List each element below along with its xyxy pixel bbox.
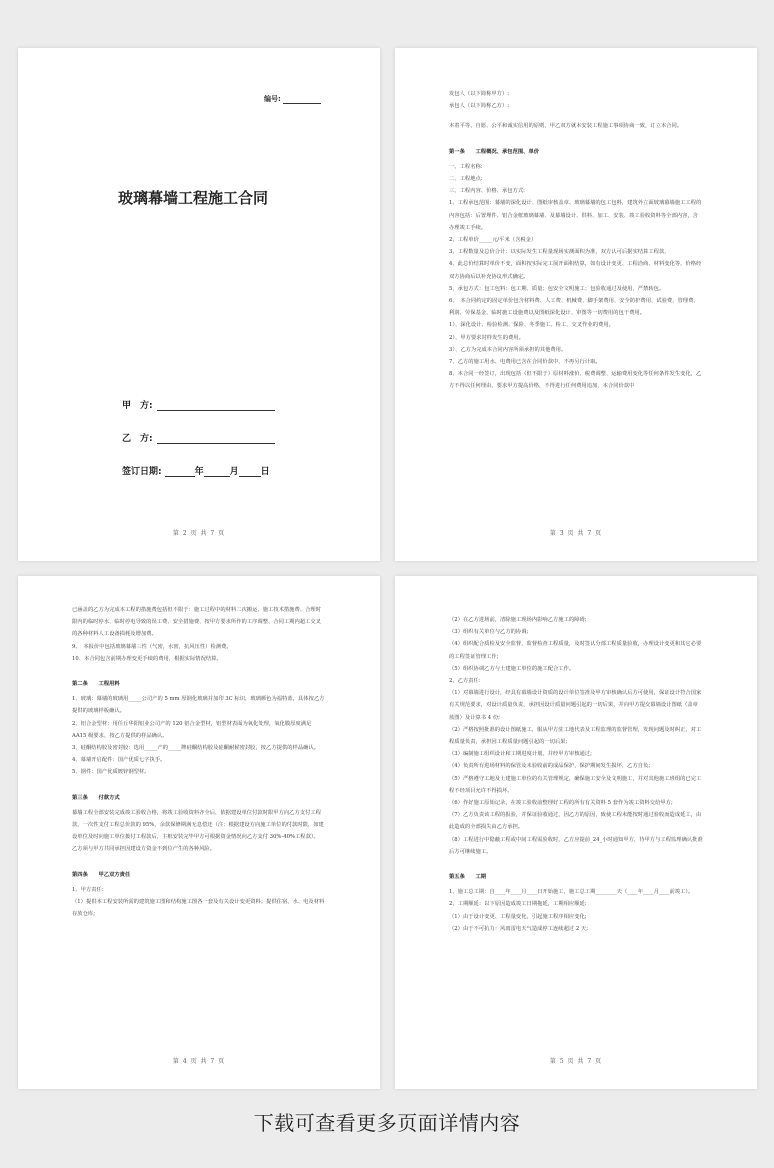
paragraph-spacer — [449, 112, 703, 120]
contract-number-label: 编号: — [264, 95, 281, 103]
party-b-label: 乙 方: — [122, 434, 153, 444]
page-number: 第 2 页 共 7 页 — [172, 530, 226, 537]
paragraph: 承包人（以下简称乙方）: — [449, 103, 510, 110]
paragraph: 5、承包方式：包工包料：包工期、质量；包安全文明施工；包验收通过及使用，严禁转包。 — [449, 285, 665, 292]
page-body — [449, 88, 703, 393]
party-b-blank — [157, 434, 275, 444]
page-body — [72, 604, 326, 920]
paragraph: 已涵盖的乙方为完成本工程的措施费包括但不限于：施工过程中的材料二次搬运、施工技术措施费、合理时限内的临时停水、临时停电导致的误工费、安全措施费、按甲方要求所作的工序调整、合同工期内超工交叉的各种材料人工设备损耗及增加费。 — [72, 607, 321, 638]
sign-date-field — [122, 464, 270, 477]
paragraph: 1、甲方责任: — [72, 886, 104, 893]
paragraph: 5、钢件：国产优质镀锌钢型材。 — [72, 769, 150, 776]
paragraph: 3、硅酮结构胶及密封胶：选用_____产的_____牌硅酮结构胶及硅酮耐候密封胶，按乙方提供的样品确认。 — [72, 745, 320, 752]
paragraph: 1、施工总工期：自____年____月____日开始施工，施工总工期________天（____年____月____前竣工）。 — [449, 889, 694, 896]
party-b-field — [122, 431, 275, 444]
paragraph: （4）组织配合质检及安全监督，监督检查工程质量，及时签认分部工程质量验收，办理设计变更和其它必要的工程签证管理工作; — [449, 641, 702, 660]
paragraph: 2）、甲方要求封样发生的费用。 — [449, 334, 524, 341]
contract-number-blank — [283, 96, 321, 104]
paragraph: 10、本合同包含前期办理变更手续的费用，根据实际情况结算。 — [72, 655, 222, 662]
paragraph: 2、工期顺延：以下原因造成竣工日期拖延，工期相应顺延: — [449, 901, 587, 908]
paragraph: （6）作好施工原始记录，在竣工验收前整理好工程的所有有关资料 5 套作为竣工资料交给甲方; — [449, 800, 673, 807]
paragraph: 1）、深化设计、检验检测、保险、冬季施工、检工、交叉作业的费用。 — [449, 322, 614, 329]
paragraph: 3）、乙方为完成本合同内容所须承担的其他费用。 — [449, 346, 567, 353]
paragraph: 三、工程内容、价格、承包方式: — [449, 188, 525, 195]
paragraph: （1）对幕墙进行设计，经具有幕墙设计资质的设计单位签准及甲方审核确认后方可使用，保证设计符合国家有关规范要求，对设计质量负责，承担因设计质量问题引起的一切后果，并向甲方提交幕墙设计图纸（盖章蓝图）及计算书 4 份; — [449, 690, 702, 721]
paragraph: （8）工程进行中隐蔽工程或中间工程需验收时，乙方应提前_24_小时通知甲方，待甲方与工程监理确认批准后方可继续施工。 — [449, 836, 703, 855]
paragraph: 本着平等、自愿、公平和诚实信用的原则，甲乙双方就本安装工程施工事项协商一致，订立本合同。 — [449, 123, 683, 130]
page-body — [449, 614, 703, 935]
paragraph: 发包人（以下简称甲方）: — [449, 91, 510, 97]
paragraph: 1、工程承包范围：幕墙的深化设计、图纸审核盖章、玻璃幕墙的包工包料，建筑外立面玻璃幕墙施工工程的内容包括：后置埋件、铝合金框玻璃幕墙、及幕墙设计、供料、加工、安装、竣工验收资料等全部内容，含办理竣工手续。 — [449, 200, 702, 231]
section-heading: 第五条 工期 — [449, 874, 487, 881]
paragraph: 1、玻璃：幕墙的玻璃用_____公司产的 5 mm 厚钢化玻璃并加印 3C 标识，玻璃颜色为福特蓝，具体按乙方提供的玻璃样板确认。 — [72, 696, 325, 715]
contract-title: 玻璃幕墙工程施工合同 — [118, 189, 269, 207]
paragraph: 8、本合同一经签订，出现包括（但不限于）原材料涨价、税费调整、运输费用变化等任何条件发生变化，乙方不得以任何理由，要求甲方提高价格，不得进行任何费用追加，本合同价款中 — [449, 371, 702, 390]
day-label: 日 — [260, 467, 270, 477]
paragraph: 7、乙方的施工用水、电费用已含在合同价款中，不再另行计取。 — [449, 359, 601, 366]
month-blank — [204, 467, 230, 477]
party-a-label: 甲 方: — [122, 401, 153, 411]
paragraph: （2）在乙方进场前，清除施工现场内影响乙方施工的障碍; — [449, 617, 587, 623]
paragraph: （5）严格遵守工地及土建施工单位的有关管理规定，确保施工安全及文明施工，并对其他施工班组的已完工程不经项目允许不得损坏。 — [449, 775, 702, 794]
paragraph: （3）编制施工组织设计和工期进度计划，并经甲方审核通过; — [449, 751, 592, 758]
contract-number-field — [264, 94, 321, 104]
paragraph: 4、幕墙开启配件：国产优质七字执手。 — [72, 757, 166, 764]
paragraph: 2、乙方责任: — [449, 678, 481, 685]
paragraph: 3、工程数量及总价合计：以实际发生工程量现场实测面积为准，双方认可后据实结算工程款， — [449, 249, 670, 256]
paragraph: 2、铝合金型材：用任丘华阳铝业公司产的 120 铝合金型材，铝型材表面为氧化处理，氧化膜厚度满足 AA15 级要求，按乙方提供的样品确认。 — [72, 720, 312, 739]
paragraph: （7）乙方负责该工程的报验，并保证验收通过，因乙方的原因，致使工程未能按时通过验收而造成延工，由此造成的全部损失由乙方承担。 — [449, 812, 702, 831]
paragraph: 幕墙工程全部安装完成竣工验收合格，将竣工验收资料齐全后，依据建设单位付款时限甲方向乙方支付工程款，一次性支付工程总价款的 95%，余款保修期满无息偿还（注：根据建设方向施工单位的付款时限，如建设单位及时向施工单位拨付工程款后，主框安装完毕甲方可根据资金情况向乙方支付 30%-40%工程款）。 — [72, 809, 324, 841]
paragraph: 4、此总价结算时单价不变，面积按实际完工展开面积结算，如有设计变更、工程洽商、材料变化等，价格经双方协商后以补充协议形式确定。 — [449, 261, 702, 280]
paragraph: 2、工程单价_____元/平米（含税金） — [449, 237, 537, 244]
download-more-caption: 下载可查看更多页面详情内容 — [253, 1111, 521, 1135]
paragraph: （4）负责所有进场材料的保管及未验收前的成品保护，保护期间发生损坏，乙方自负; — [449, 763, 651, 770]
month-label: 月 — [229, 467, 239, 477]
contract-cover-page — [18, 48, 380, 561]
year-blank — [165, 467, 195, 477]
section-heading: 第一条 工程概况、承包范围、单价 — [449, 148, 540, 155]
paragraph: （5）组织协调乙方与土建施工单位的施工配合工作。 — [449, 665, 575, 672]
paragraph: 一、工程名称: — [449, 163, 483, 170]
party-a-field — [122, 398, 275, 411]
page-number: 第 5 页 共 7 页 — [549, 1058, 603, 1065]
paragraph: （2）严格按照批准的设计图纸施工，服从甲方驻工地代表及工程监理的监督管理，发现问题及时纠正，对工程质量负责，承担因工程质量问题引起的一切后果; — [449, 726, 702, 746]
year-label: 年 — [194, 467, 204, 477]
party-a-blank — [157, 401, 275, 411]
paragraph: （2）由于不可抗力：风雨雷电天气造成停工连续超过 2 天; — [449, 925, 589, 932]
section-heading: 第四条 甲乙双方责任 — [72, 871, 131, 878]
contract-page-4 — [18, 576, 380, 1089]
paragraph: 6、 本合同约定的固定单价包含材料费、人工费、机械费、脚手架费用、安全防护费用、试验费、管理费、利润、劳保基金、临时施工设施费以及图纸深化设计、审图等一切费用的包干费用。 — [449, 298, 699, 317]
paragraph: 乙方须与甲方共同承担因建设方资金不到位产生的各种风险。 — [72, 846, 216, 853]
section-heading: 第二条 工程用料 — [72, 681, 120, 688]
sign-date-label: 签订日期: — [122, 467, 162, 477]
page-number: 第 4 页 共 7 页 — [172, 1058, 226, 1065]
paragraph: （1）提供本工程安装所需的建筑施工图和结构施工图各一套及有关设计变更资料；提供住宿、水、电及材料存放仓库; — [72, 899, 325, 918]
paragraph: 9、 本报价中包括玻璃幕墙三性（气密，水密，抗风压性）检测费。 — [72, 643, 232, 650]
contract-page-5 — [395, 576, 757, 1089]
paragraph: 二、工程地点: — [449, 176, 483, 183]
day-blank — [239, 467, 261, 477]
page-number: 第 3 页 共 7 页 — [549, 530, 603, 537]
paragraph: （1）由于设计变更、工程量变化，引起施工程序相应变化; — [449, 913, 587, 920]
section-heading: 第三条 付款方式 — [72, 794, 120, 801]
contract-page-3 — [395, 48, 757, 561]
paragraph: （3）组织有关单位与乙方的协调; — [449, 629, 529, 636]
